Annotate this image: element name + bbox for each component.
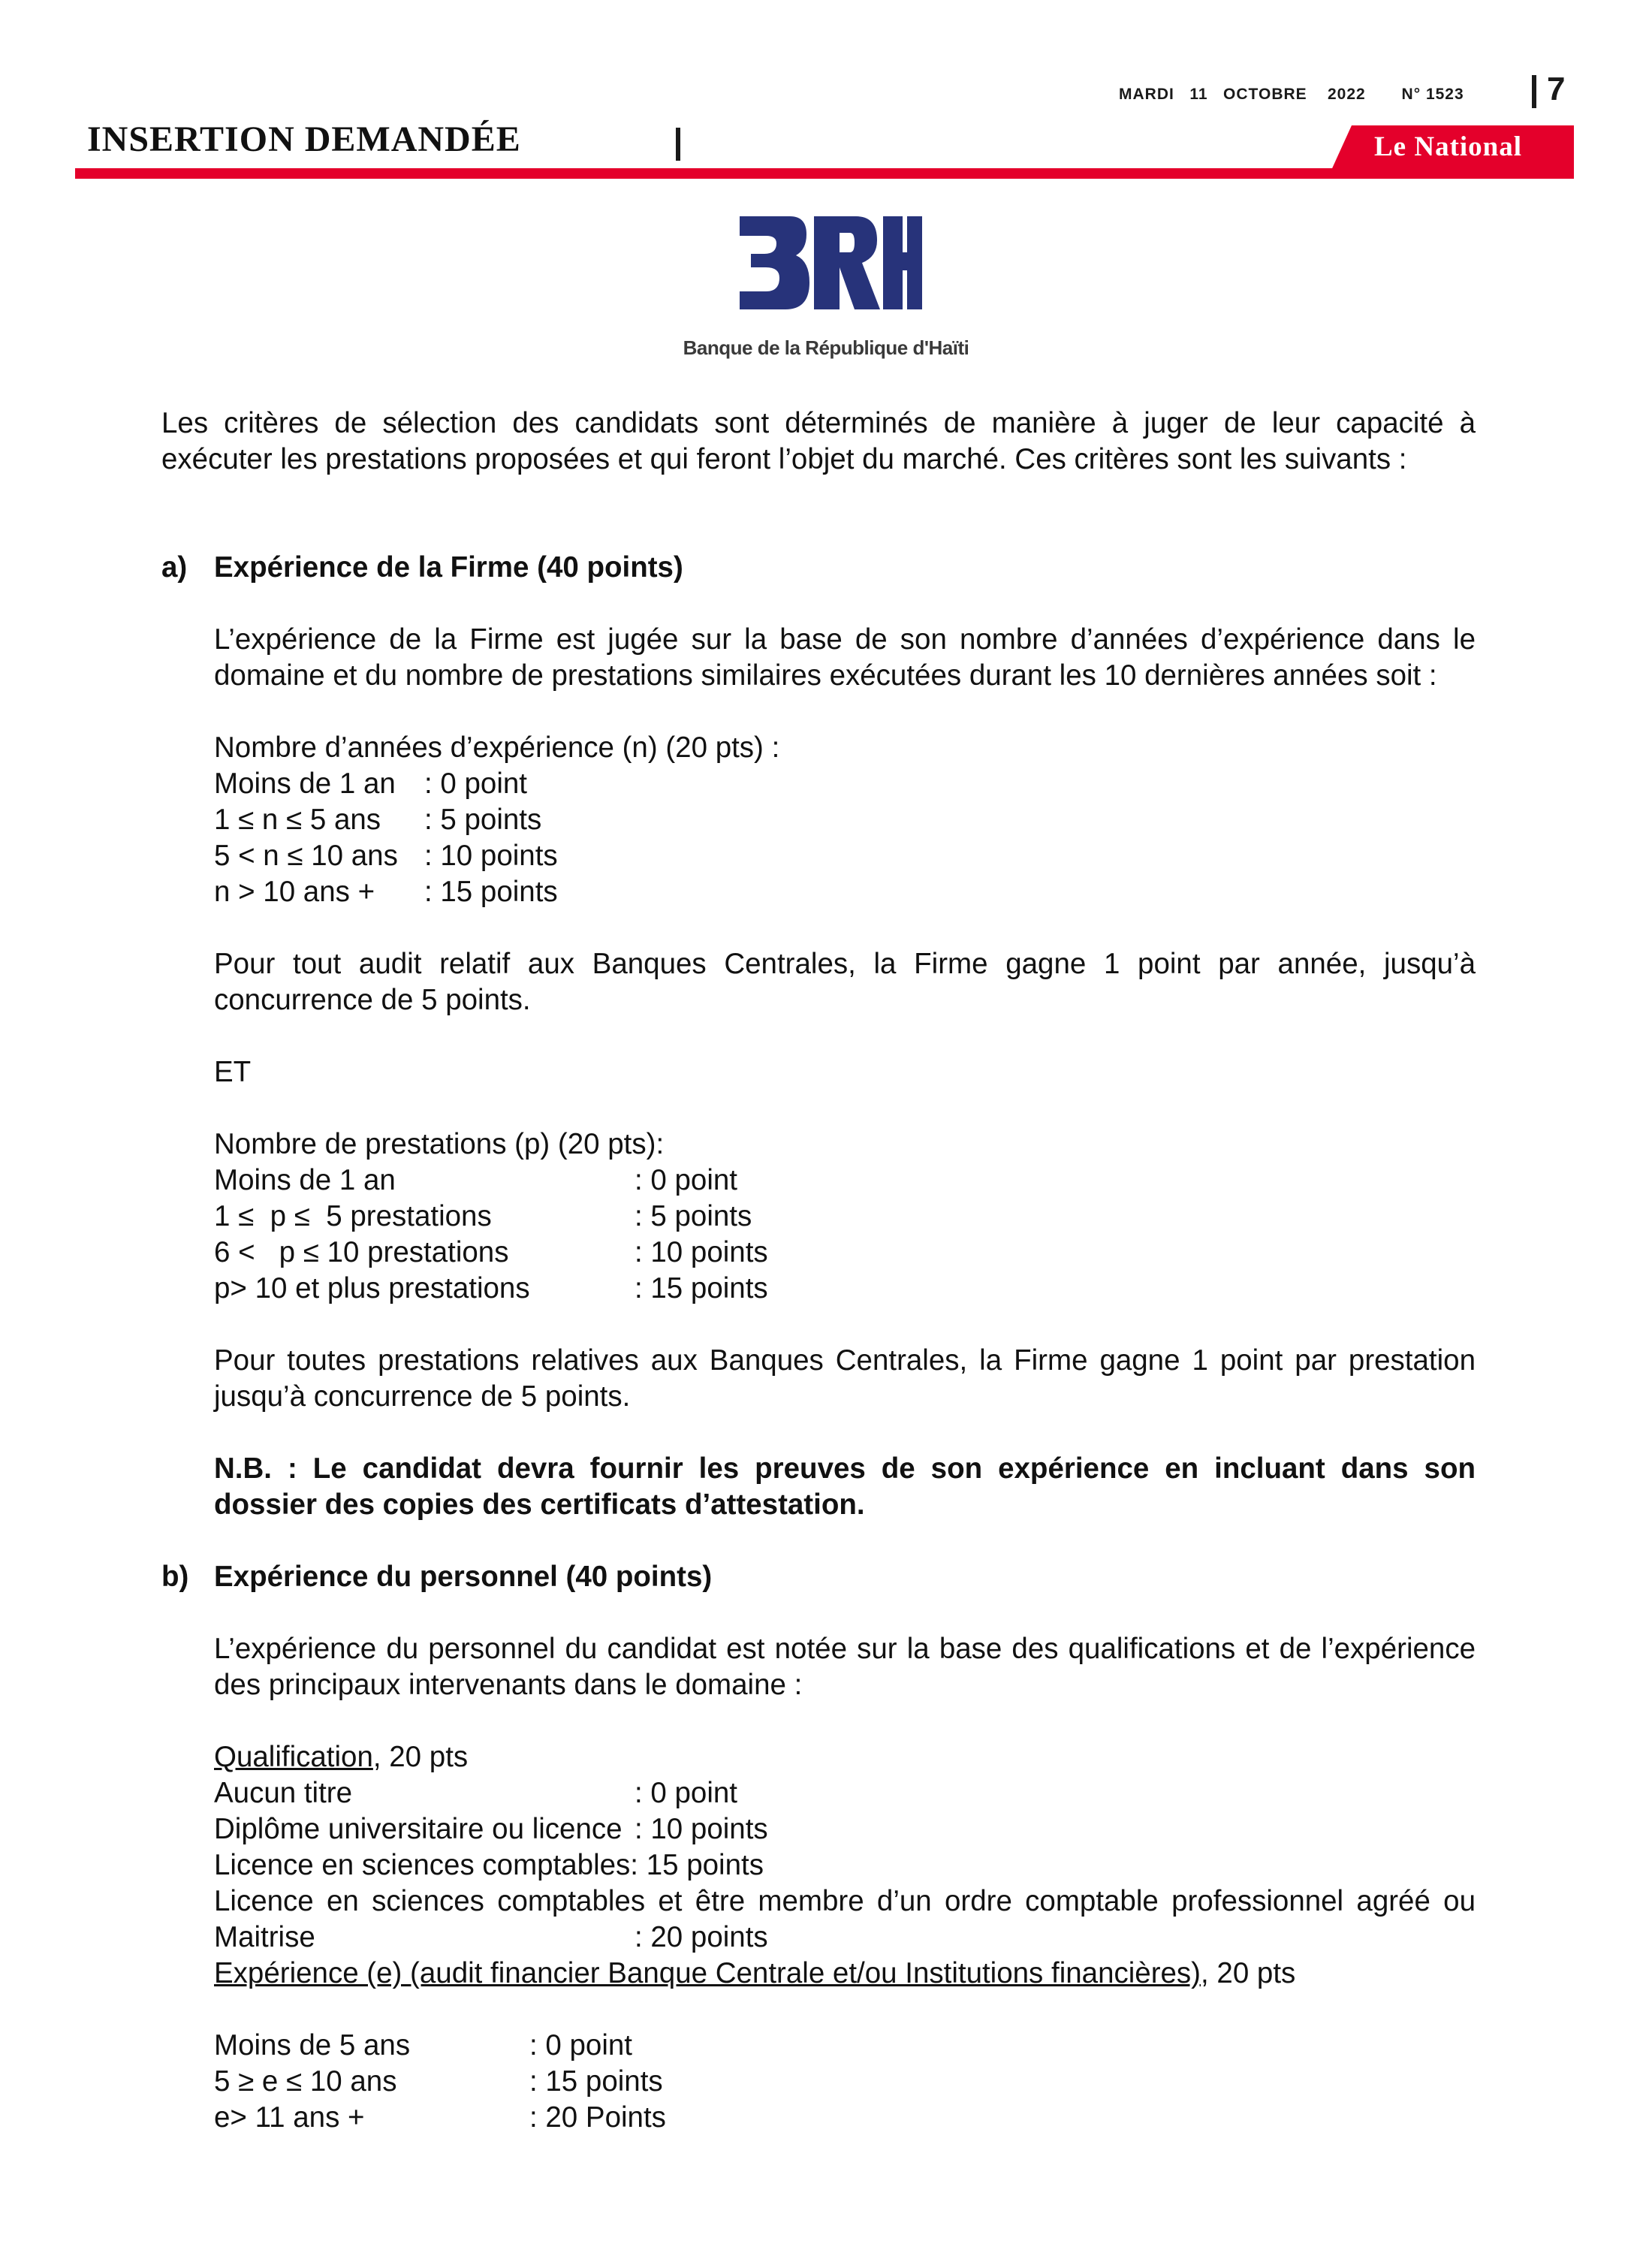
section-a-title: Expérience de la Firme (40 points) [214, 551, 683, 584]
newspaper-name: Le National [1374, 131, 1523, 162]
section-a-description: L’expérience de la Firme est jugée sur la base de son nombre d’années d’expérience dans le domaine et du nombre de prestations similaires exécutées durant les 10 dernières années soit : [214, 623, 1476, 692]
years-row: 5 < n ≤ 10 ans : 10 points [214, 840, 558, 872]
section-a [161, 550, 1476, 1559]
nb-note: N.B. : Le candidat devra fournir les preuves de son expérience en incluant dans son dossier des copies des certificats d’attestation. [214, 1452, 1476, 1521]
section-b [161, 1559, 1476, 2136]
connector-et: ET [214, 1056, 252, 1088]
section-a-letter: a) [161, 551, 188, 584]
years-row: 1 ≤ n ≤ 5 ans : 5 points [214, 804, 542, 836]
section-b-description: L’expérience du personnel du candidat est notée sur la base des qualifications et de l’expérience des principaux intervenants dans le domaine : [214, 1633, 1476, 1701]
page-number-divider [1532, 75, 1536, 108]
page-number: 7 [1547, 71, 1566, 107]
services-row: p> 10 et plus prestations : 15 points [214, 1272, 768, 1304]
experience-row: 5 ≥ e ≤ 10 ans : 15 points [214, 2065, 663, 2098]
services-heading: Nombre de prestations (p) (20 pts): [214, 1128, 665, 1160]
qualification-long-line: Licence en sciences comptables et être membre d’un ordre comptable professionnel agréé ou [214, 1885, 1476, 1917]
experience-row: Moins de 5 ans : 0 point [214, 2029, 632, 2061]
issue-date: MARDI 11 OCTOBRE 2022 N° 1523 [1119, 86, 1464, 103]
qualification-row: Diplôme universitaire ou licence : 10 points [214, 1813, 768, 1845]
years-row: Moins de 1 an : 0 point [214, 768, 527, 800]
experience-label: Expérience (e) (audit financier Banque Centrale et/ou Institutions financières) [214, 1957, 1201, 1989]
qualification-row: Aucun titre : 0 point [214, 1777, 737, 1809]
document-body [161, 406, 1476, 2136]
central-bank-audit-note: Pour tout audit relatif aux Banques Centrales, la Firme gagne 1 point par année, jusqu’à concurrence de 5 points. [214, 948, 1476, 1016]
qualification-points: , 20 pts [372, 1741, 469, 1773]
brh-logo [736, 210, 924, 323]
services-row: 1 ≤ p ≤ 5 prestations : 5 points [214, 1200, 752, 1232]
experience-heading [214, 1956, 1476, 1992]
experience-row: e> 11 ans + : 20 Points [214, 2101, 666, 2134]
qualification-heading [214, 1739, 1476, 1775]
experience-points: , 20 pts [1201, 1957, 1296, 1989]
logo-caption: Banque de la République d'Haïti [683, 336, 969, 359]
years-row: n > 10 ans + : 15 points [214, 876, 558, 908]
section-b-title: Expérience du personnel (40 points) [214, 1561, 713, 1593]
services-row: Moins de 1 an : 0 point [214, 1164, 737, 1196]
section-b-heading [161, 1559, 1476, 1595]
brh-logo-mark [736, 210, 924, 323]
qualification-row: Maitrise : 20 points [214, 1921, 768, 1953]
services-row: 6 < p ≤ 10 prestations : 10 points [214, 1236, 768, 1268]
section-title: INSERTION DEMANDÉE [87, 119, 521, 159]
central-bank-services-note: Pour toutes prestations relatives aux Banques Centrales, la Firme gagne 1 point par prestation jusqu’à concurrence de 5 points. [214, 1344, 1476, 1413]
qualification-row: Licence en sciences comptables : 15 points [214, 1849, 764, 1881]
years-heading: Nombre d’années d’expérience (n) (20 pts) : [214, 731, 780, 764]
qualification-label: Qualification [214, 1741, 373, 1773]
section-a-heading [161, 550, 1476, 586]
title-divider [676, 128, 680, 161]
intro-paragraph: Les critères de sélection des candidats sont déterminés de manière à juger de leur capacité à exécuter les prestations proposées et qui feront l’objet du marché. Ces critères sont les suivants : [161, 407, 1476, 475]
section-b-letter: b) [161, 1561, 189, 1593]
